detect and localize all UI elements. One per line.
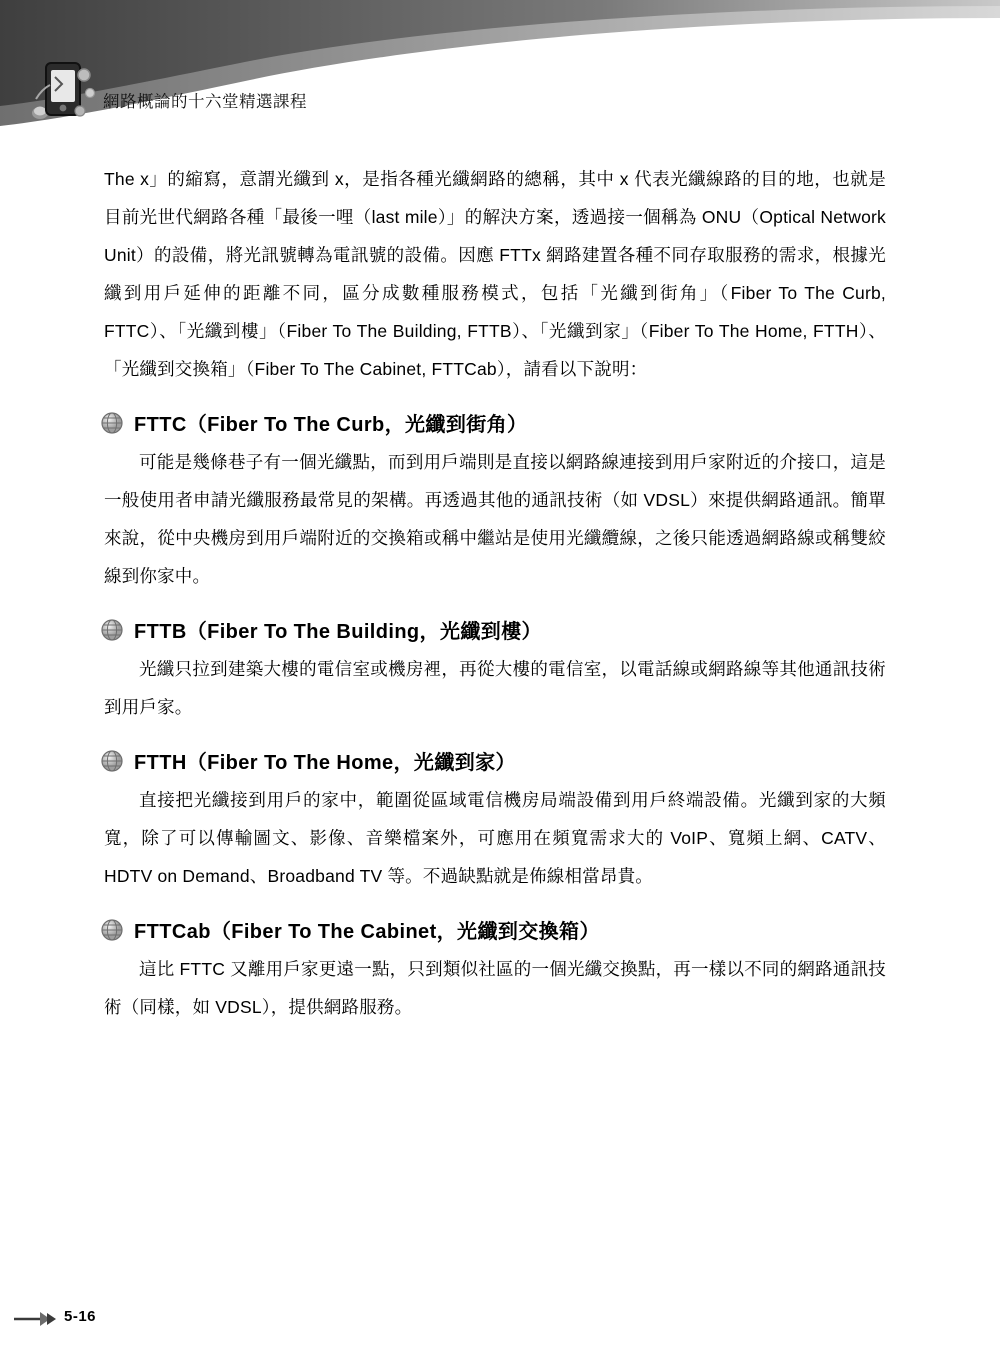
section-paragraph: 光纖只拉到建築大樓的電信室或機房裡，再從大樓的電信室，以電話線或網路線等其他通訊技術到用戶家。 — [104, 659, 886, 717]
section-heading — [100, 615, 886, 644]
section-heading — [100, 408, 886, 437]
section-fttc — [104, 408, 886, 595]
section-heading-label: FTTC（Fiber To The Curb，光纖到街角） — [134, 414, 528, 436]
page-footer — [0, 1308, 1000, 1334]
device-book-icon — [28, 55, 100, 127]
section-heading — [100, 746, 886, 775]
section-fttcab — [104, 915, 886, 1026]
document-content — [104, 160, 886, 1032]
section-paragraph: 可能是幾條巷子有一個光纖點，而到用戶端則是直接以網路線連接到用戶家附近的介接口，這是一般使用者申請光纖服務最常見的架構。再透過其他的通訊技術（如 VDSL）來提供網路通訊。簡單來說，從中央機房到用戶端附近的交換箱或稱中繼站是使用光纖纜線，之後只能透過網路線或稱雙絞線到你家中。 — [104, 452, 886, 586]
section-heading-label: FTTB（Fiber To The Building，光纖到樓） — [134, 621, 542, 643]
section-paragraph: 直接把光纖接到用戶的家中，範圍從區域電信機房局端設備到用戶終端設備。光纖到家的大頻寬，除了可以傳輸圖文、影像、音樂檔案外，可應用在頻寬需求大的 VoIP、寬頻上網、CATV、HDTV on Demand、Broadband TV 等。不過缺點就是佈線相當昂貴。 — [104, 790, 886, 886]
section-heading-label: FTTH（Fiber To The Home，光纖到家） — [134, 752, 516, 774]
page-title: 網路概論的十六堂精選課程 — [103, 93, 307, 111]
double-arrow-icon — [14, 1310, 58, 1328]
globe-icon — [100, 749, 124, 773]
section-ftth — [104, 746, 886, 895]
globe-icon — [100, 618, 124, 642]
section-fttb — [104, 615, 886, 726]
page-number: 5-16 — [64, 1308, 97, 1325]
section-heading-label: FTTCab（Fiber To The Cabinet，光纖到交換箱） — [134, 921, 600, 943]
globe-icon — [100, 918, 124, 942]
header-decoration — [0, 0, 1000, 140]
globe-icon — [100, 411, 124, 435]
section-paragraph: 這比 FTTC 又離用戶家更遠一點，只到類似社區的一個光纖交換點，再一樣以不同的網路通訊技術（同樣，如 VDSL），提供網路服務。 — [104, 959, 886, 1017]
intro-paragraph: The x」的縮寫，意謂光纖到 x，是指各種光纖網路的總稱，其中 x 代表光纖線路的目的地，也就是目前光世代網路各種「最後一哩（last mile）」的解決方案，透過接一個稱為 ONU（Optical Network Unit）的設備，將光訊號轉為電訊號的設備。因應 FTTx 網路建置各種不同存取服務的需求，根據光纖到用戶延伸的距離不同，區分成數種服務模式，包括「光纖到街角」（Fiber To The Curb, FTTC）、「光纖到樓」（Fiber To The Building, FTTB）、「光纖到家」（Fiber To The Home, FTTH）、「光纖到交換箱」（Fiber To The Cabinet, FTTCab），請看以下說明： — [104, 169, 886, 379]
page-header — [0, 0, 1000, 140]
section-heading — [100, 915, 886, 944]
